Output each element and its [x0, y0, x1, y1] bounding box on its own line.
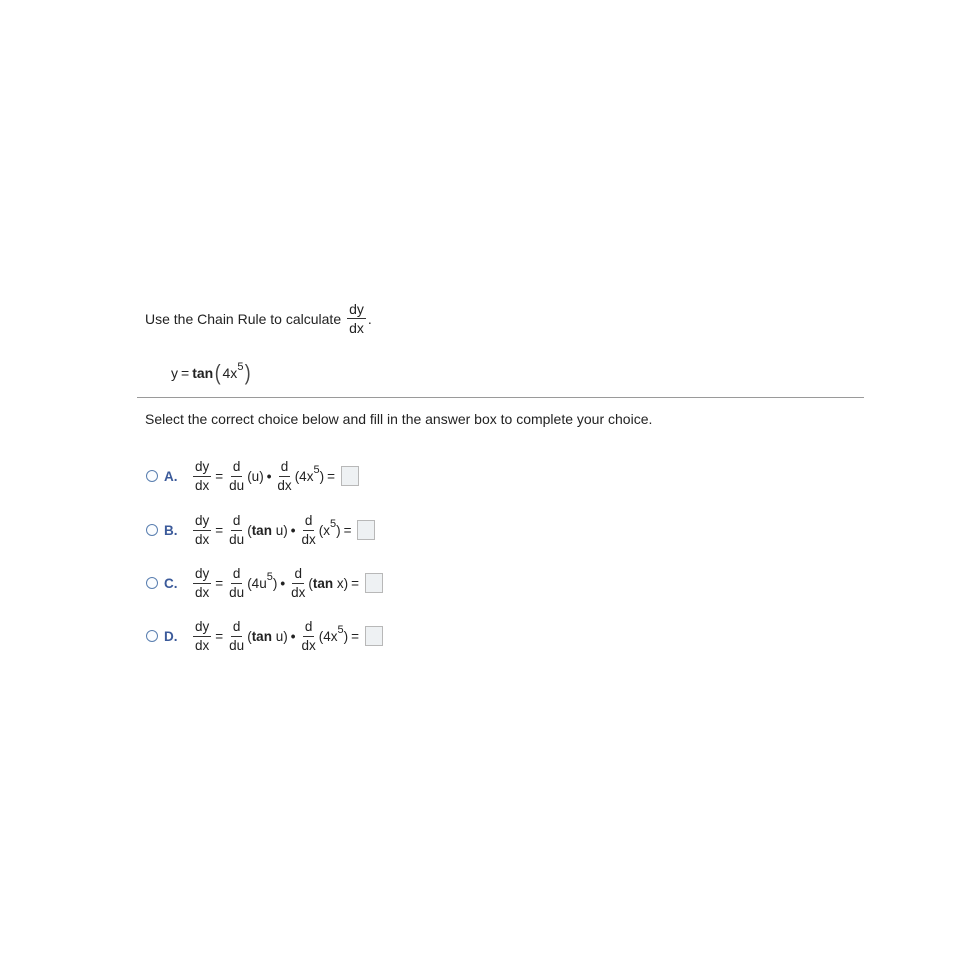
function-argument: $4x^5$	[222, 361, 244, 381]
question-prompt	[145, 302, 372, 335]
choice-expression: $\frac{dy}{dx}$ = $\frac{d}{du}$ (tan u) • $\frac{d}{dx}$ $(4x^5)$ =	[192, 620, 383, 652]
choice-expression: $\frac{dy}{dx}$ = $\frac{d}{du}$ $(4u^5)$ • $\frac{d}{dx}$ (tan x) =	[192, 567, 383, 599]
fraction-numerator: dy	[349, 301, 364, 317]
prompt-text: Use the Chain Rule to calculate	[145, 310, 342, 327]
answer-box-a[interactable]	[341, 466, 359, 486]
choice-a[interactable]	[146, 454, 359, 498]
dy-dx-fraction	[347, 302, 366, 335]
instruction-text: Select the correct choice below and fill in the answer box to complete your choice.	[145, 411, 653, 427]
equals-sign: =	[181, 365, 190, 381]
answer-box-d[interactable]	[365, 626, 383, 646]
radio-button-c[interactable]	[146, 577, 158, 589]
choice-letter: A.	[164, 468, 178, 484]
section-divider	[137, 397, 864, 398]
choice-letter: B.	[164, 522, 178, 538]
function-name: tan	[192, 365, 214, 381]
fraction-denominator: dx	[349, 320, 364, 336]
choice-letter: D.	[164, 628, 178, 644]
open-paren: (	[214, 360, 221, 385]
choice-expression: $\frac{dy}{dx}$ = $\frac{d}{du}$ (tan u) • $\frac{d}{dx}$ $(x^5)$ =	[192, 514, 375, 546]
radio-button-b[interactable]	[146, 524, 158, 536]
radio-button-d[interactable]	[146, 630, 158, 642]
function-lhs: y	[171, 365, 178, 381]
choice-letter: C.	[164, 575, 178, 591]
close-paren: )	[245, 360, 252, 385]
choice-b[interactable]	[146, 508, 375, 552]
function-definition	[171, 362, 253, 384]
choice-expression: $\frac{dy}{dx}$ = $\frac{d}{du}$ (u) • $\frac{d}{dx}$ $(4x^5)$ =	[192, 460, 359, 492]
answer-box-b[interactable]	[357, 520, 375, 540]
radio-button-a[interactable]	[146, 470, 158, 482]
choice-d[interactable]	[146, 614, 383, 658]
answer-box-c[interactable]	[365, 573, 383, 593]
prompt-period: .	[367, 310, 372, 327]
choice-c[interactable]	[146, 561, 383, 605]
